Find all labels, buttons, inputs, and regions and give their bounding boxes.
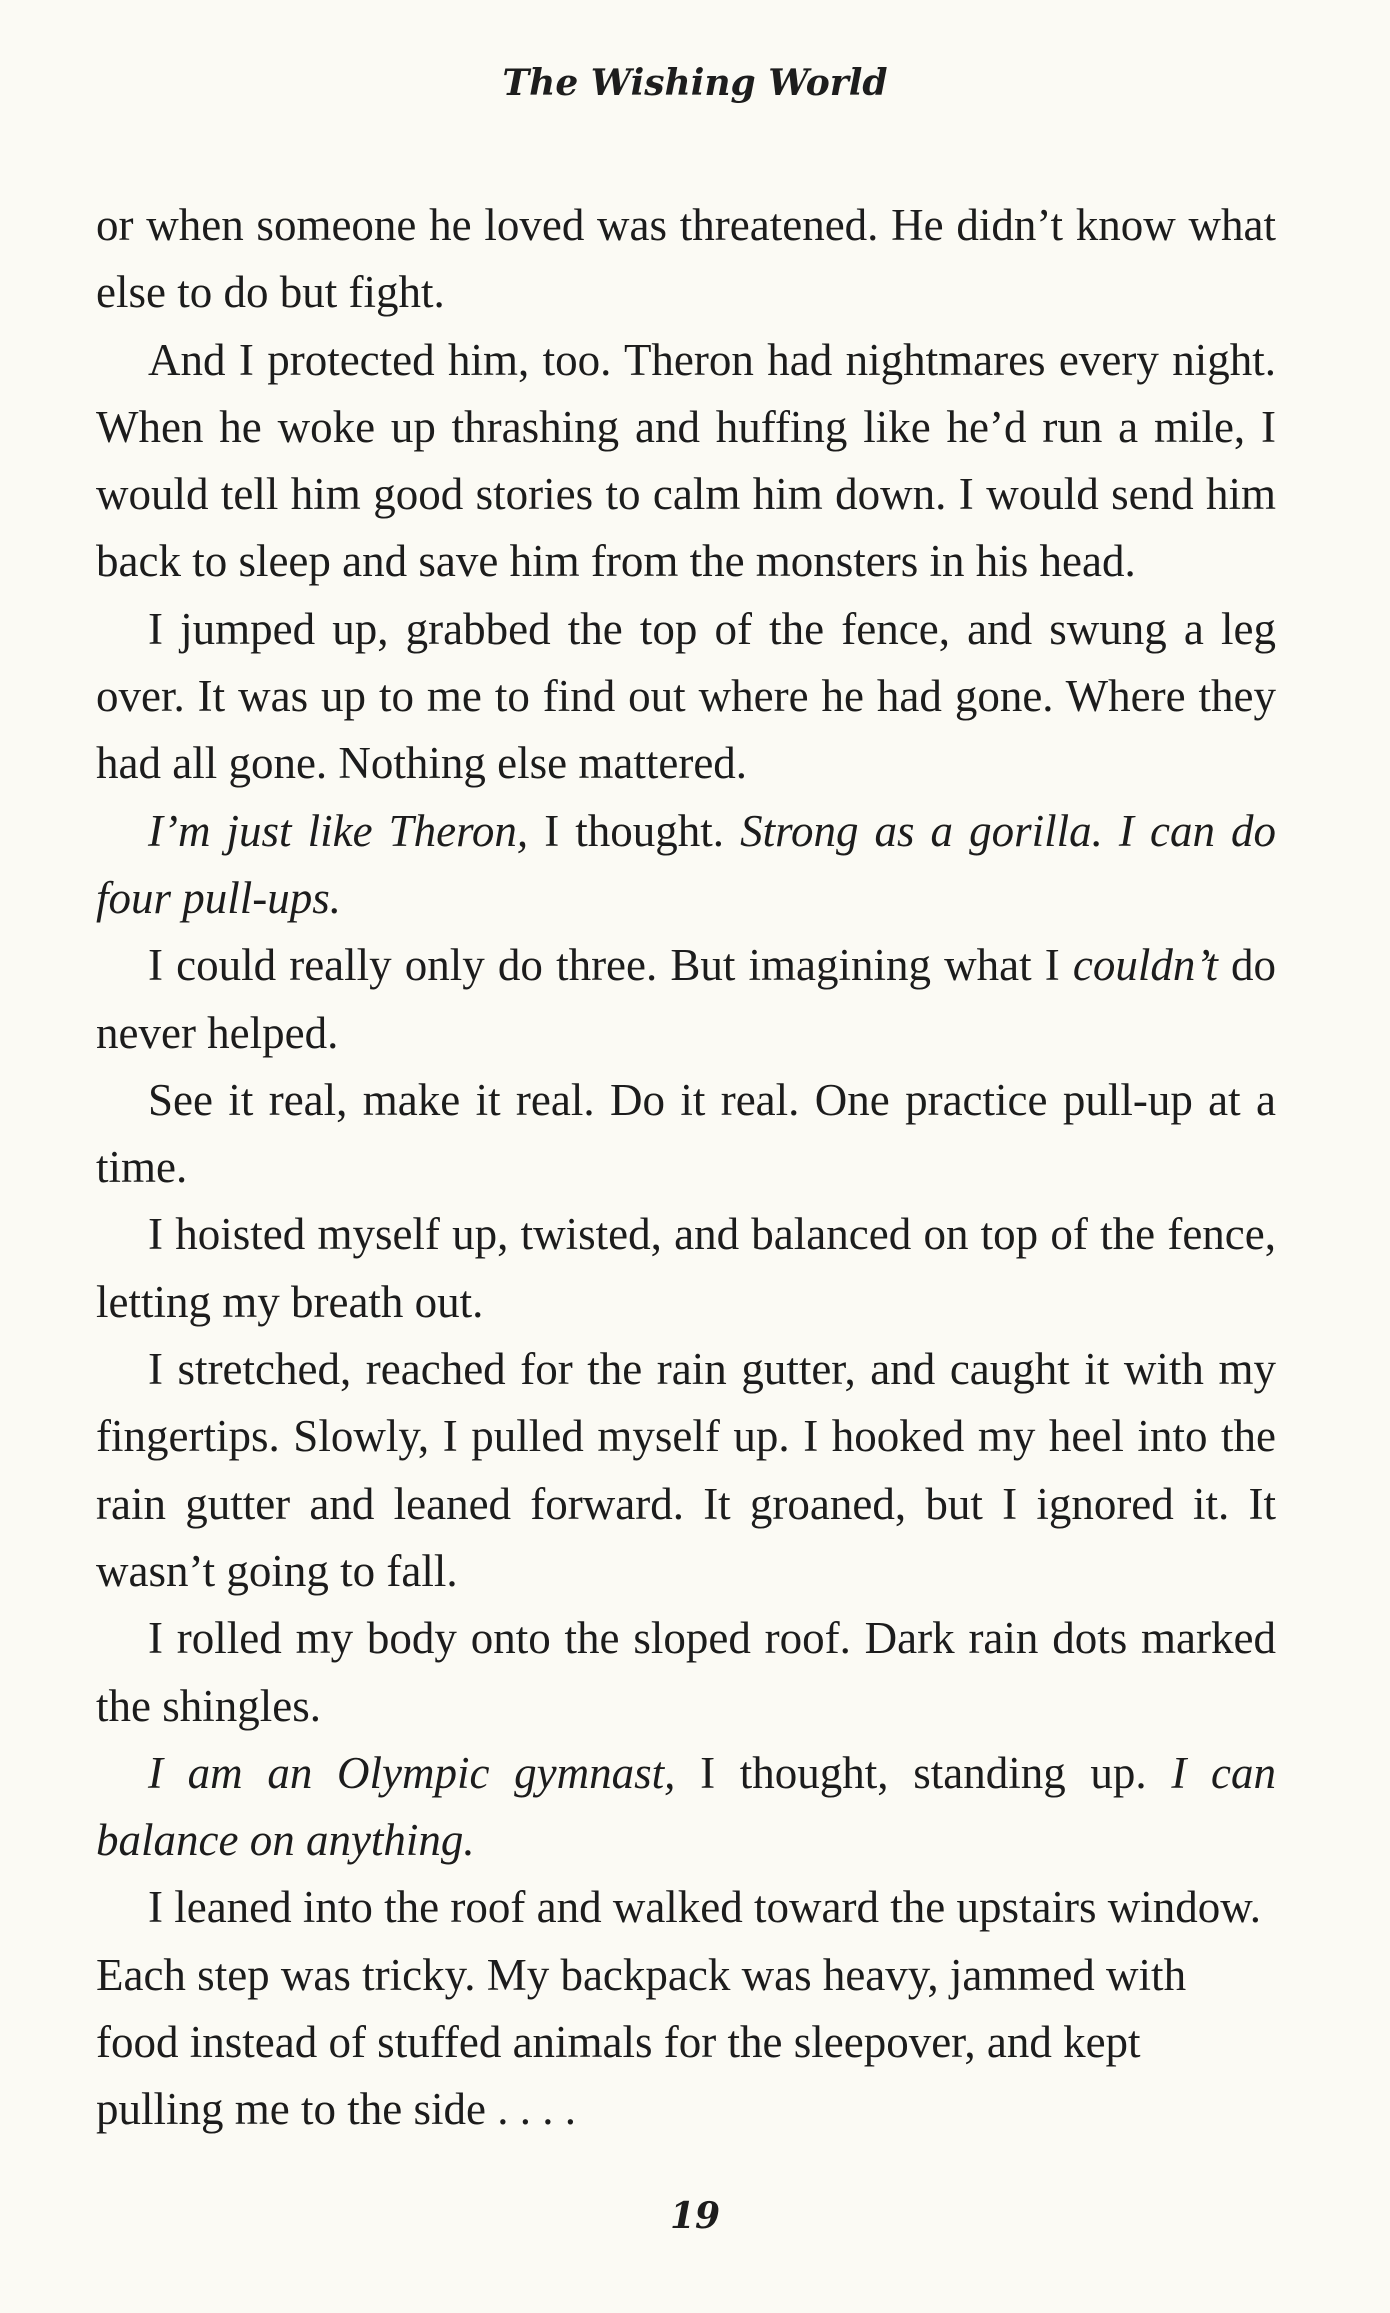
text-run: I thought, standing up. [675,1747,1172,1798]
paragraph [96,1740,1276,1875]
paragraph [96,1605,1276,1740]
text-run: I stretched, reached for the rain gutter, and caught it with my fingertips. Slowly, I pulled myself up. I hooked my heel into the rain gutter and leaned forward. It groaned, but I ignored it. It wasn’t going to fall. [96,1344,1276,1596]
paragraph [96,327,1276,596]
text-run: I could really only do three. But imagining what I [148,940,1073,991]
running-head: The Wishing World [502,62,888,104]
paragraph [96,192,1276,327]
text-run: I leaned into the roof and walked toward the upstairs window. Each step was tricky. My backpack was heavy, jammed with food instead of stuffed animals for the sleepover, and kept pulling me to the side . . . . [96,1882,1262,2135]
text-run: And I protected him, too. Theron had nightmares every night. When he woke up thrashing and huffing like he’d run a mile, I would tell him good stories to calm him down. I would send him back to sleep and save him from the monsters in his head. [96,334,1276,587]
page-number: 19 [669,2195,721,2237]
italic-text: couldn’t [1072,940,1218,991]
text-run: do never helped. [96,940,1277,1058]
italic-text: Strong as a gorilla. I can do four pull-ups. [96,805,1276,923]
text-run: See it real, make it real. Do it real. One practice pull-up at a time. [96,1074,1276,1193]
text-run: I rolled my body onto the sloped roof. Dark rain dots marked the shingles. [96,1613,1276,1731]
paragraph [96,1336,1276,1605]
italic-text: I can balance on anything. [96,1747,1276,1866]
text-run: I thought. [528,805,741,856]
paragraph [96,596,1276,798]
paragraph [96,798,1276,933]
paragraph [96,1201,1276,1336]
paragraph [96,1874,1276,2143]
text-run: or when someone he loved was threatened. He didn’t know what else to do but fight. [96,200,1276,318]
body-text [96,192,1276,2144]
text-run: I jumped up, grabbed the top of the fence, and swung a leg over. It was up to me to find out where he had gone. Where they had all gone. Nothing else mattered. [96,603,1276,789]
paragraph [96,1067,1276,1202]
paragraph [96,932,1276,1067]
italic-text: I’m just like Theron, [148,805,529,856]
italic-text: I am an Olympic gymnast, [148,1747,676,1798]
text-run: I hoisted myself up, twisted, and balanced on top of the fence, letting my breath out. [96,1209,1276,1327]
